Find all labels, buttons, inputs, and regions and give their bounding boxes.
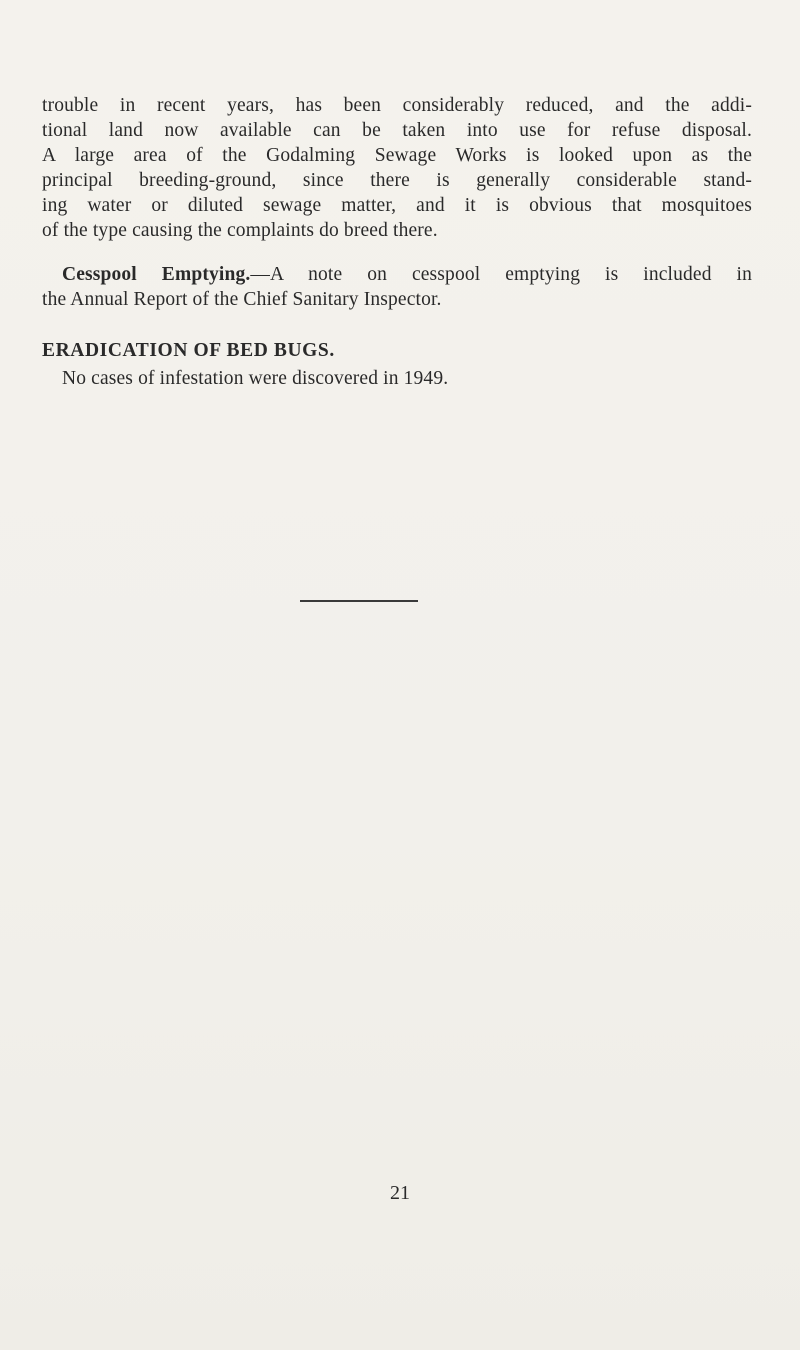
horizontal-divider (300, 600, 418, 602)
paragraph-line: ing water or diluted sewage matter, and it is obvious that mosquitoes (42, 195, 752, 216)
paragraph-line: trouble in recent years, has been considerably reduced, and the addi- (42, 95, 752, 116)
paragraph-line: tional land now available can be taken into use for refuse disposal. (42, 120, 752, 141)
cesspool-paragraph-first-line (62, 263, 752, 287)
section-text: No cases of infestation were discovered in 1949. (62, 368, 449, 389)
page-number: 21 (390, 1182, 410, 1204)
cesspool-paragraph-text: —A note on cesspool emptying is included in (250, 264, 752, 285)
paragraph-line: A large area of the Godalming Sewage Works is looked upon as the (42, 145, 752, 166)
paragraph-line: of the type causing the complaints do breed there. (42, 220, 438, 241)
cesspool-emptying-runin-heading: Cesspool Emptying. (62, 264, 251, 285)
paragraph-line: principal breeding-ground, since there is generally considerable stand- (42, 170, 752, 191)
section-heading-bed-bugs: ERADICATION OF BED BUGS. (42, 340, 335, 361)
paragraph-line: the Annual Report of the Chief Sanitary Inspector. (42, 289, 442, 310)
